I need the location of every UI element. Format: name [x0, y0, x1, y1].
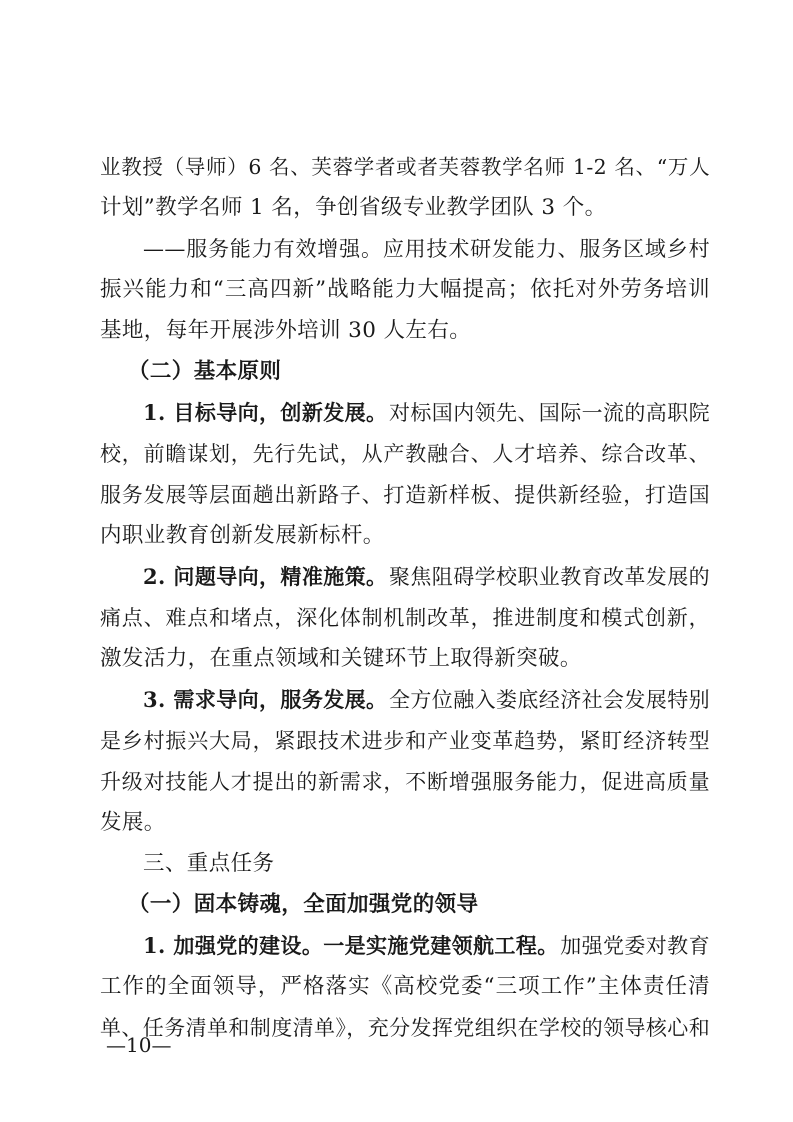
text-line: 发展。 [100, 810, 166, 835]
text-line: 是乡村振兴大局，紧跟技术进步和产业变革趋势，紧盯经济转型 [100, 729, 710, 753]
text-line: 基地，每年开展涉外培训 30 人左右。 [100, 318, 472, 343]
task-title: 1. 加强党的建设。一是实施党建领航工程。 [143, 933, 559, 958]
text-segment: 聚焦阻碍学校职业教育改革发展的 [389, 565, 710, 589]
principle-title: 1. 目标导向，创新发展。 [143, 400, 388, 425]
text-line: 工作的全面领导，严格落实《高校党委“三项工作”主体责任清 [100, 974, 710, 999]
page-number: —10— [106, 1033, 172, 1057]
text-line: 服务发展等层面趟出新路子、打造新样板、提供新经验，打造国 [100, 483, 710, 507]
text-line: 激发活力，在重点领域和关键环节上取得新突破。 [100, 646, 582, 671]
text-line: 振兴能力和“三高四新”战略能力大幅提高；依托对外劳务培训 [100, 277, 710, 302]
text-line: 升级对技能人才提出的新需求，不断增强服务能力，促进高质量 [100, 770, 710, 794]
text-line: 单、任务清单和制度清单》，充分发挥党组织在学校的领导核心和 [100, 1016, 711, 1040]
text-segment: 对标国内领先、国际一流的高职院 [389, 401, 710, 425]
text-line: 校，前瞻谋划，先行先试，从产教融合、人才培养、综合改革、 [100, 442, 710, 466]
principle-title: 3. 需求导向，服务发展。 [143, 687, 388, 712]
text-line: 业教授（导师）6 名、芙蓉学者或者芙蓉教学名师 1-2 名、“万人 [100, 155, 710, 179]
text-line: 内职业教育创新发展新标杆。 [100, 523, 385, 548]
section-heading: （一）固本铸魂，全面加强党的领导 [128, 892, 479, 917]
text-line: 痛点、难点和堵点，深化体制机制改革，推进制度和模式创新， [100, 606, 710, 630]
text-line: 计划”教学名师 1 名，争创省级专业教学团队 3 个。 [100, 195, 607, 220]
chapter-heading: 三、重点任务 [143, 851, 275, 876]
section-heading: （二）基本原则 [128, 359, 282, 384]
paragraph-first-line [143, 398, 710, 428]
principle-title: 2. 问题导向，精准施策。 [143, 564, 388, 589]
paragraph-first-line [143, 931, 710, 961]
text-line: ——服务能力有效增强。应用技术研发能力、服务区域乡村 [143, 237, 710, 261]
text-segment: 全方位融入娄底经济社会发展特别 [389, 688, 710, 712]
paragraph-first-line [143, 685, 710, 715]
paragraph-first-line [143, 562, 710, 592]
text-segment: 加强党委对教育 [560, 934, 710, 958]
